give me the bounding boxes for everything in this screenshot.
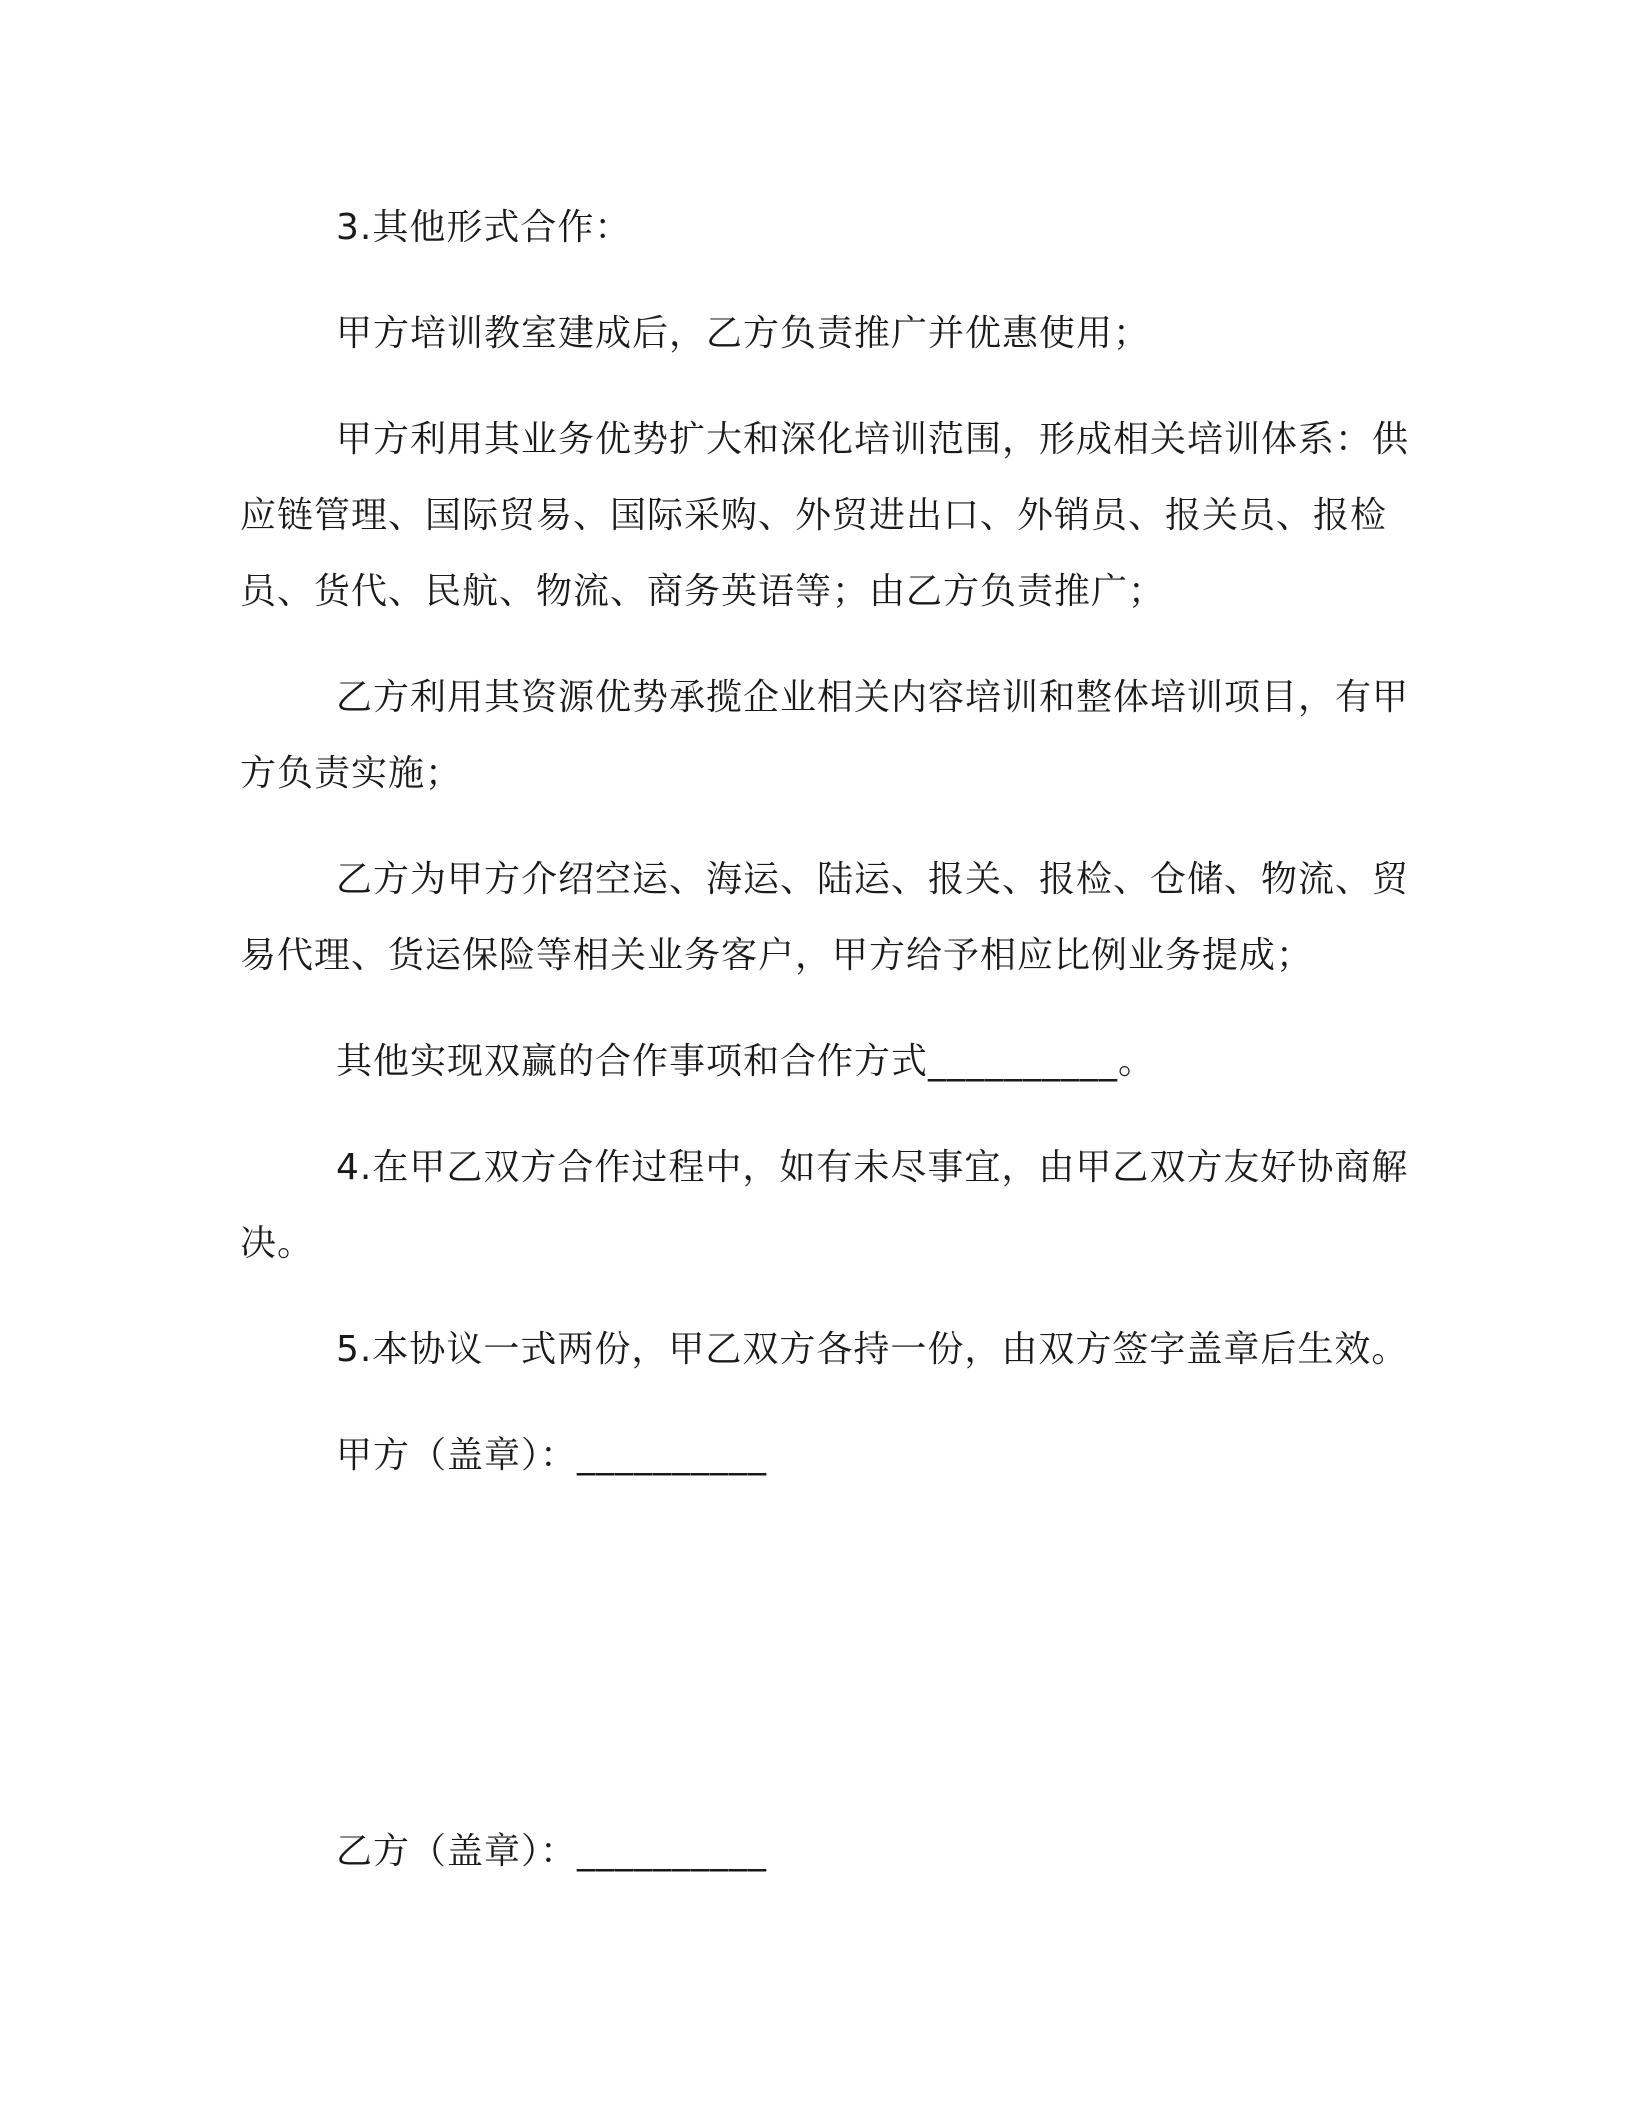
paragraph-other-cooperation-heading: 3.其他形式合作：	[336, 207, 632, 248]
paragraph-classroom-promotion: 甲方培训教室建成后，乙方负责推广并优惠使用；	[336, 313, 1151, 354]
paragraph-training-system: 甲方利用其业务优势扩大和深化培训范围，形成相关培训体系：供应链管理、国际贸易、国际采购、外贸进出口、外销员、报关员、报检员、货代、民航、物流、商务英语等；由乙方负责推广；	[240, 419, 1410, 612]
paragraph-clause-5: 5.本协议一式两份，甲乙双方各持一份，由双方签字盖章后生效。	[336, 1329, 1409, 1370]
signature-party-b: 乙方（盖章）：__________	[336, 1831, 768, 1872]
signature-party-a: 甲方（盖章）：__________	[336, 1435, 768, 1476]
signature-spacer	[240, 1494, 1410, 1814]
paragraph-enterprise-training: 乙方利用其资源优势承揽企业相关内容培训和整体培训项目，有甲方负责实施；	[240, 677, 1410, 794]
paragraph-other-matters: 其他实现双赢的合作事项和合作方式__________。	[336, 1041, 1156, 1082]
paragraph-clause-4: 4.在甲乙双方合作过程中，如有未尽事宜，由甲乙双方友好协商解决。	[240, 1147, 1409, 1264]
paragraph-client-referral: 乙方为甲方介绍空运、海运、陆运、报关、报检、仓储、物流、贸易代理、货运保险等相关业务客户，甲方给予相应比例业务提成；	[240, 859, 1410, 976]
document-body	[240, 190, 1410, 1890]
